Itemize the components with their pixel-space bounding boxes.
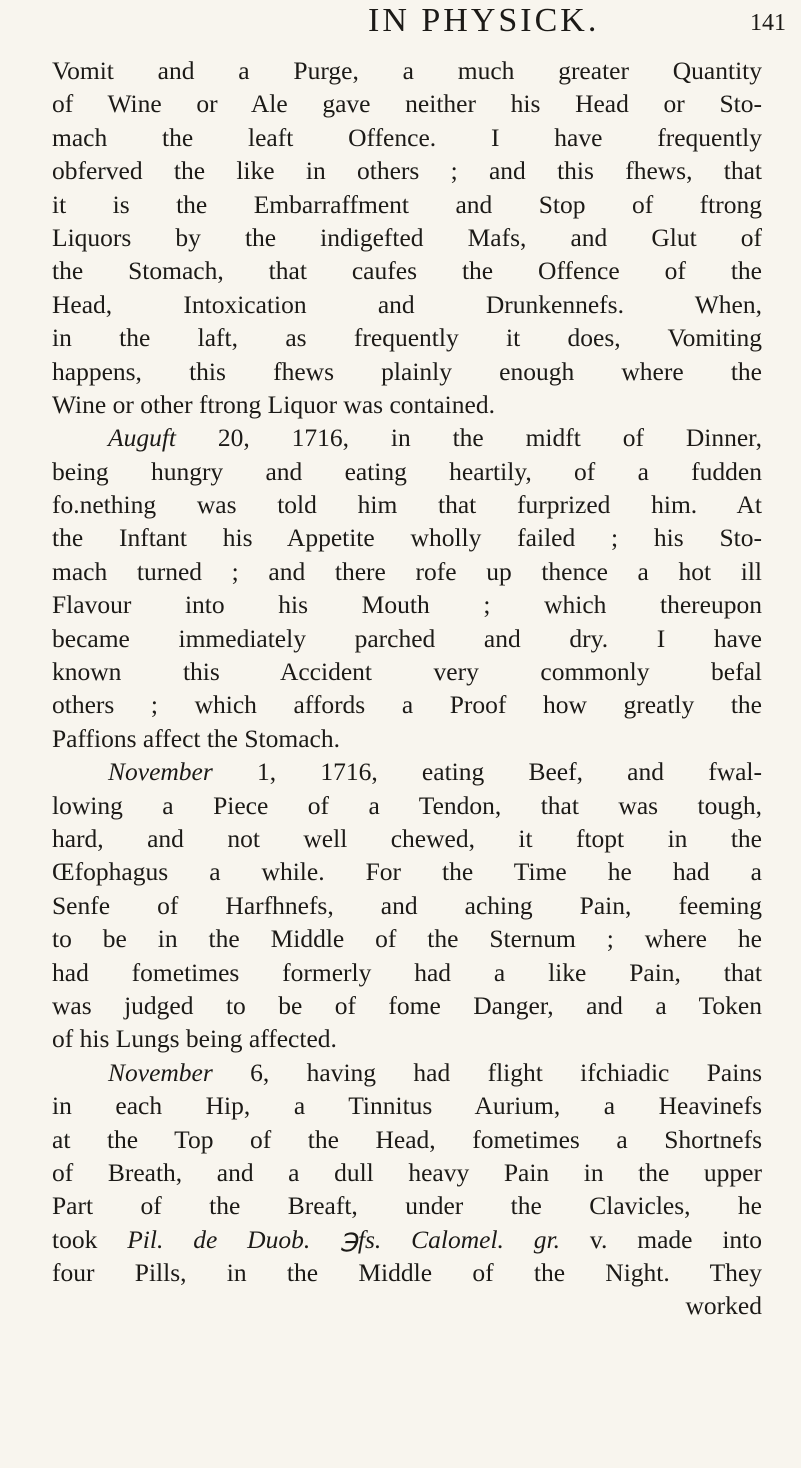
text-line [52,421,762,454]
text-line: the Inftant his Appetite wholly failed ; his Sto- [52,523,762,553]
text-line: lowing a Piece of a Tendon, that was tough, [52,790,762,820]
text-line: at the Top of the Head, fometimes a Shortnefs [52,1124,762,1154]
text-line: being hungry and eating heartily, of a fudden [52,456,762,486]
text-line: fo.nething was told him that furprized him. At [52,490,762,520]
entry-date: November [108,1057,213,1087]
text-run: 6, having had flight ifchiadic Pains [212,1057,762,1087]
text-line: happens, this fhews plainly enough where the [52,356,762,386]
text-line: hard, and not well chewed, it ftopt in the [52,823,762,853]
paragraph-1 [52,54,762,421]
entry-date: Auguft [108,423,176,453]
text-line: it is the Embarraffment and Stop of ftrong [52,189,762,219]
text-line: mach turned ; and there rofe up thence a hot ill [52,556,762,586]
prescription: Pil. de Duob. ℈fs. Calomel. gr. [127,1224,561,1254]
text-line [52,1056,762,1089]
paragraph-4 [52,1056,762,1290]
text-line: had fometimes formerly had a like Pain, that [52,957,762,987]
text-line: known this Accident very commonly befal [52,657,762,687]
text-line: Œfophagus a while. For the Time he had a [52,857,762,887]
text-line: of his Lungs being affected. [52,1024,337,1054]
text-line [52,755,762,788]
text-run: 1, 1716, eating Beef, and fwal- [212,757,762,787]
text-line: was judged to be of fome Danger, and a Token [52,990,762,1020]
text-line: obferved the like in others ; and this fhews, that [52,156,762,186]
text-line: Vomit and a Purge, a much greater Quantity [52,56,762,85]
catchword: worked [685,1291,762,1321]
text-line: Wine or other ftrong Liquor was contained. [52,389,495,419]
text-run: 20, 1716, in the midft of Dinner, [176,423,762,453]
text-line: in each Hip, a Tinnitus Aurium, a Heavinefs [52,1091,762,1121]
text-line: of Breath, and a dull heavy Pain in the upper [52,1157,762,1187]
text-run: took [52,1224,128,1254]
text-line: mach the leaft Offence. I have frequently [52,122,762,152]
text-line: to be in the Middle of the Sternum ; where he [52,924,762,954]
paragraph-3 [52,755,762,1056]
text-line: of Wine or Ale gave neither his Head or Sto- [52,89,762,119]
text-line: Paffions affect the Stomach. [52,723,340,753]
text-line: Liquors by the indigefted Mafs, and Glut of [52,222,762,252]
text-line: Senfe of Harfhnefs, and aching Pain, feeming [52,890,762,920]
text-line [52,1223,762,1256]
paragraph-2 [52,421,762,755]
page-number: 141 [750,10,786,36]
text-line: became immediately parched and dry. I have [52,623,762,653]
entry-date: November [108,757,213,787]
text-line: Flavour into his Mouth ; which thereupon [52,590,762,620]
text-run: v. made into [560,1224,762,1254]
text-line: others ; which affords a Proof how greatly the [52,690,762,720]
text-line: the Stomach, that caufes the Offence of the [52,256,762,286]
body-text [52,54,762,1323]
text-line: in the laft, as frequently it does, Vomiting [52,323,762,353]
page-header [0,0,801,44]
text-line: Head, Intoxication and Drunkennefs. When, [52,289,762,319]
running-head: IN PHYSICK. [368,2,600,39]
text-line: Part of the Breaft, under the Clavicles, he [52,1191,762,1221]
text-line: four Pills, in the Middle of the Night. They [52,1258,762,1288]
